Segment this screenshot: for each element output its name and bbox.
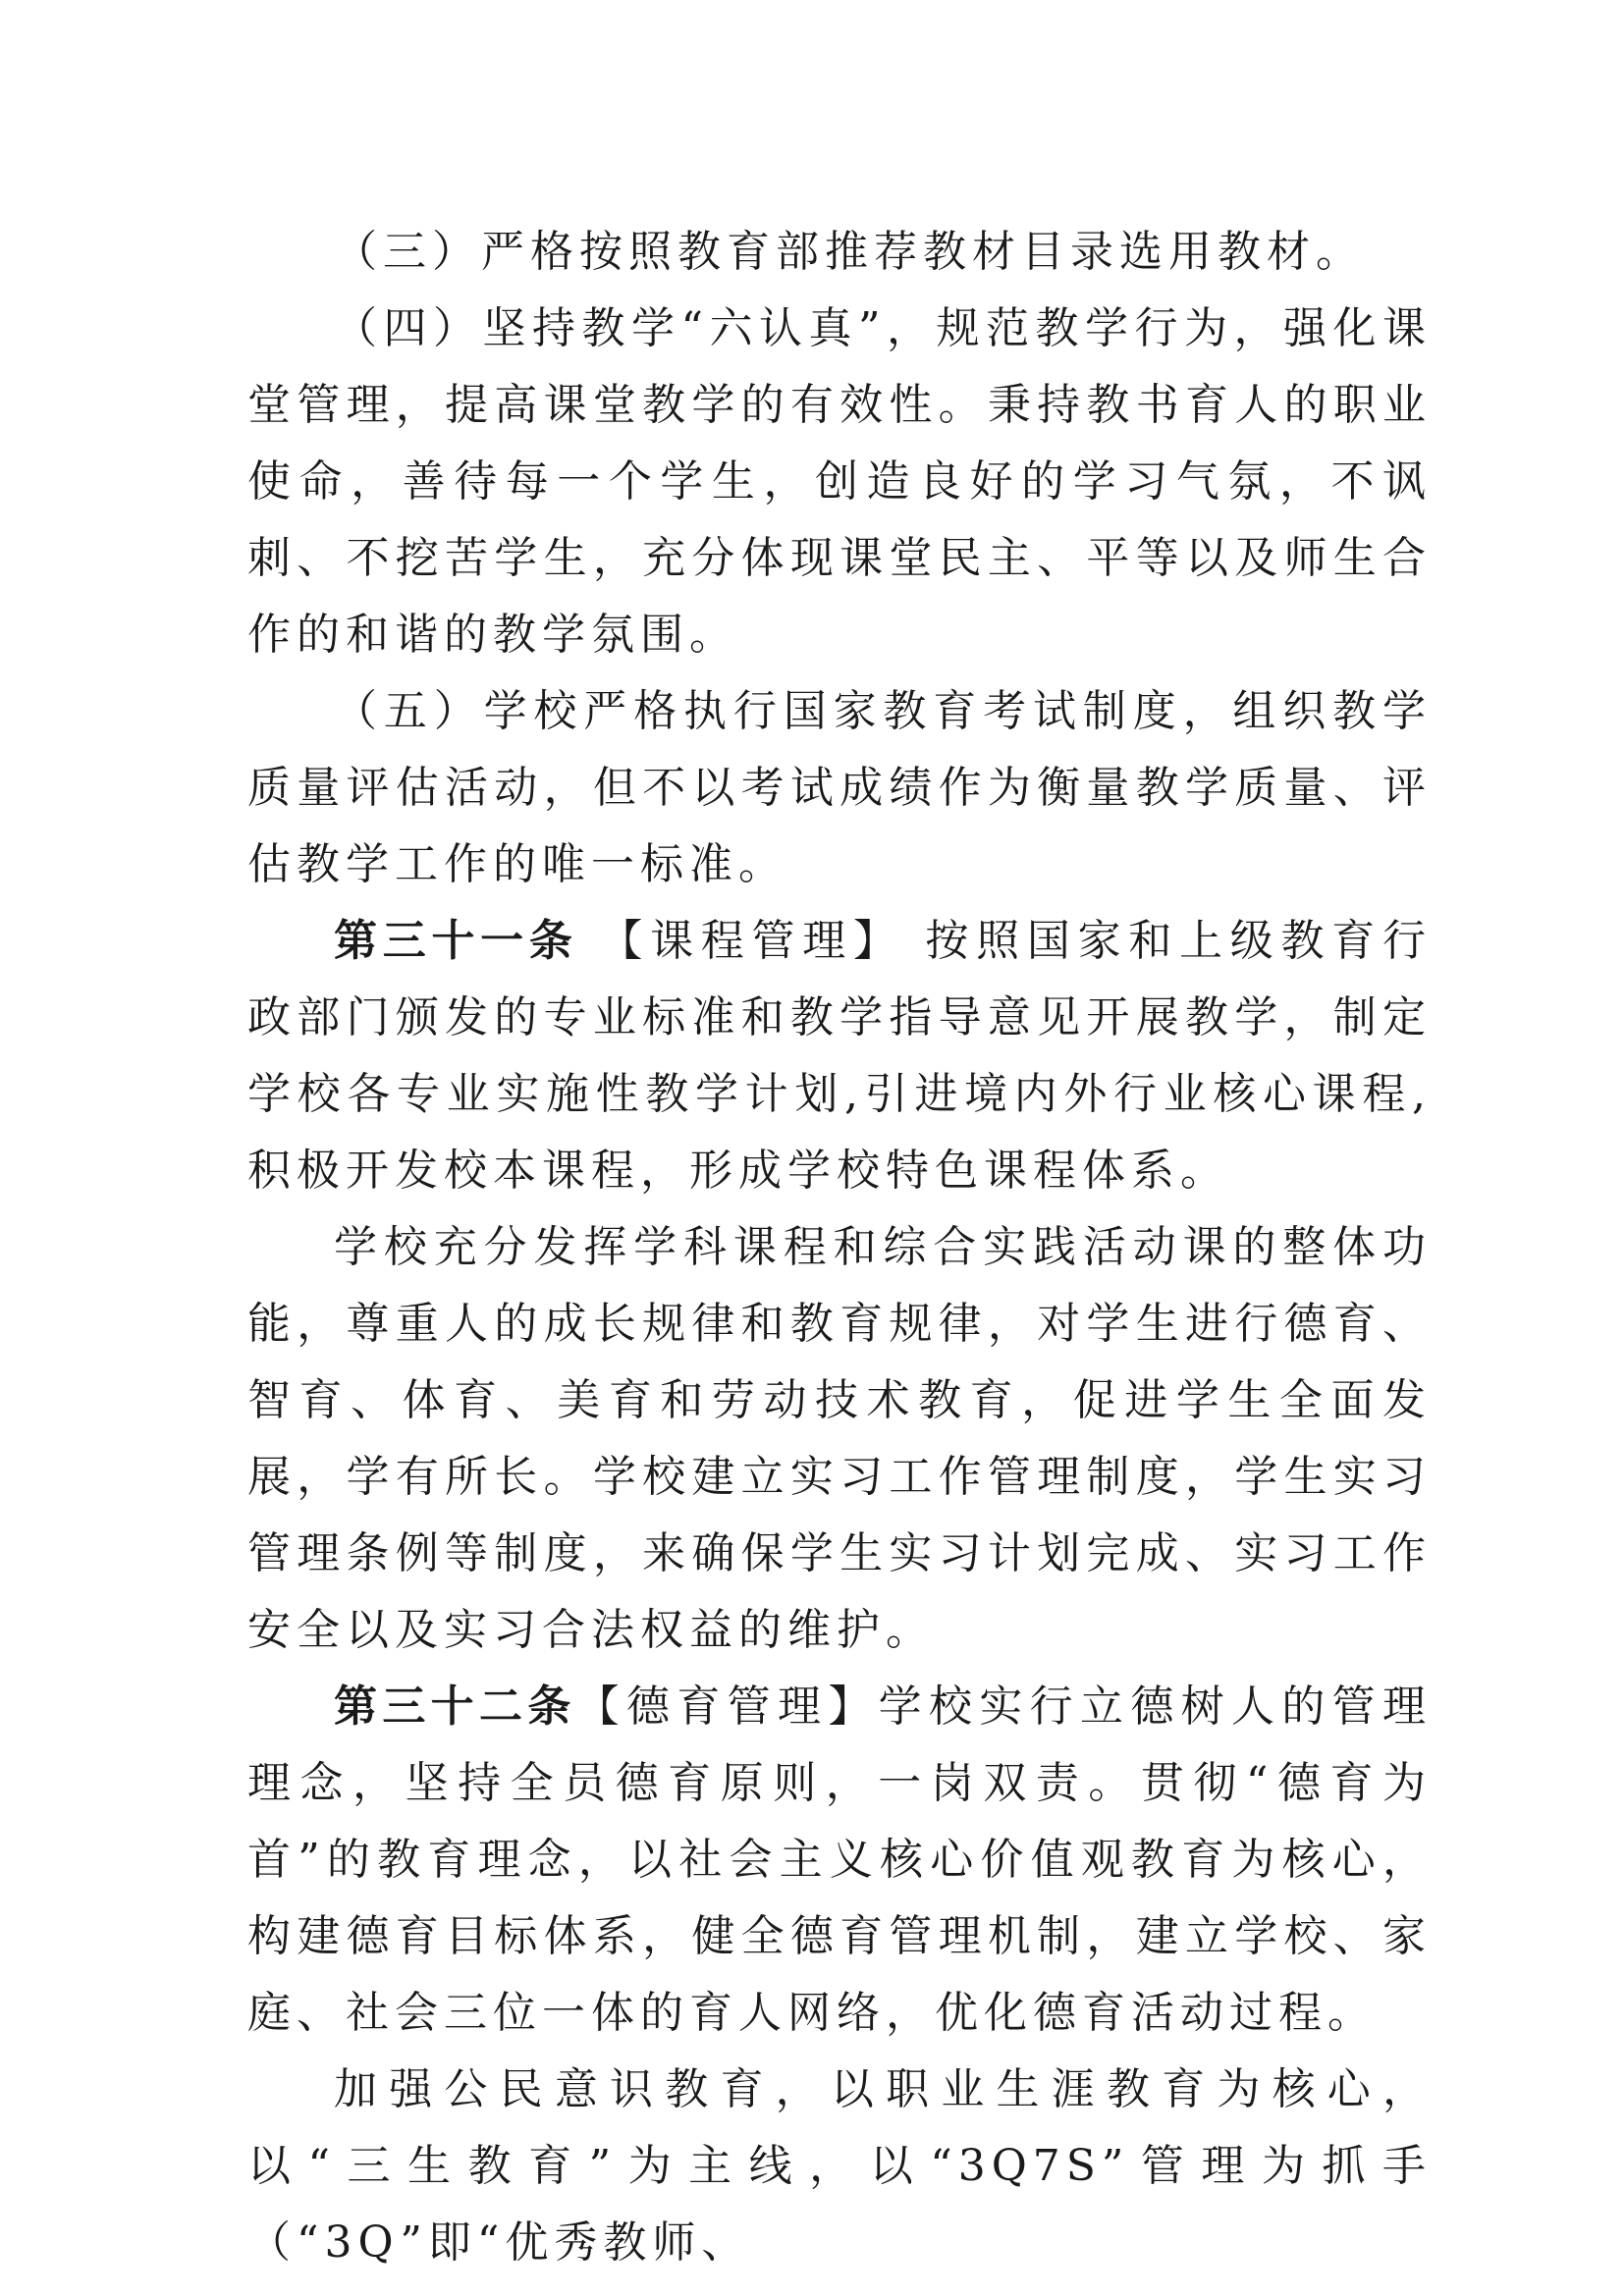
document-body [247, 206, 1432, 2281]
paragraph-item-5 [247, 673, 1432, 903]
paragraph-text: （四）坚持教学“六认真”，规范教学行为，强化课堂管理，提高课堂教学的有效性。秉持教书育人的职业使命，善待每一个学生，创造良好的学习气氛，不讽刺、不挖苦学生，充分体现课堂民主、平等以及师生合作的和谐的教学氛围。 [247, 303, 1432, 660]
paragraph-text: 学校充分发挥学科课程和综合实践活动课的整体功能，尊重人的成长规律和教育规律，对学生进行德育、智育、体育、美育和劳动技术教育，促进学生全面发展，学有所长。学校建立实习工作管理制度，学生实习管理条例等制度，来确保学生实习计划完成、实习工作安全以及实习合法权益的维护。 [247, 1222, 1432, 1655]
article-32-moral-education [247, 1669, 1432, 2052]
paragraph-item-3 [247, 214, 1432, 291]
paragraph-text: （五）学校严格执行国家教育考试制度，组织教学质量评估活动，但不以考试成绩作为衡量教学质量、评估教学工作的唯一标准。 [247, 686, 1432, 889]
article-number: 第三十二条 [334, 1682, 576, 1732]
paragraph-text: （三）严格按照教育部推荐教材目录选用教材。 [334, 227, 1365, 277]
paragraph-comprehensive-education [247, 1209, 1432, 1669]
article-31-course-management [247, 903, 1432, 1209]
paragraph-text: 加强公民意识教育，以职业生涯教育为核心，以“三生教育”为主线，以“3Q7S”管理为抓手（“3Q”即“优秀教师、 [247, 2064, 1432, 2268]
paragraph-text: 【德育管理】学校实行立德树人的管理理念，坚持全员德育原则，一岗双责。贯彻“德育为首”的教育理念，以社会主义核心价值观教育为核心，构建德育目标体系，健全德育管理机制，建立学校、家庭、社会三位一体的育人网络，优化德育活动过程。 [247, 1682, 1433, 2038]
article-number: 第三十一条 [334, 916, 578, 966]
paragraph-item-4 [247, 291, 1432, 673]
paragraph-text: 【课程管理】 按照国家和上级教育行政部门颁发的专业标准和教学指导意见开展教学，制定学校各专业实施性教学计划,引进境内外行业核心课程,积极开发校本课程，形成学校特色课程体系。 [247, 916, 1432, 1196]
paragraph-civic-education [247, 2052, 1432, 2281]
